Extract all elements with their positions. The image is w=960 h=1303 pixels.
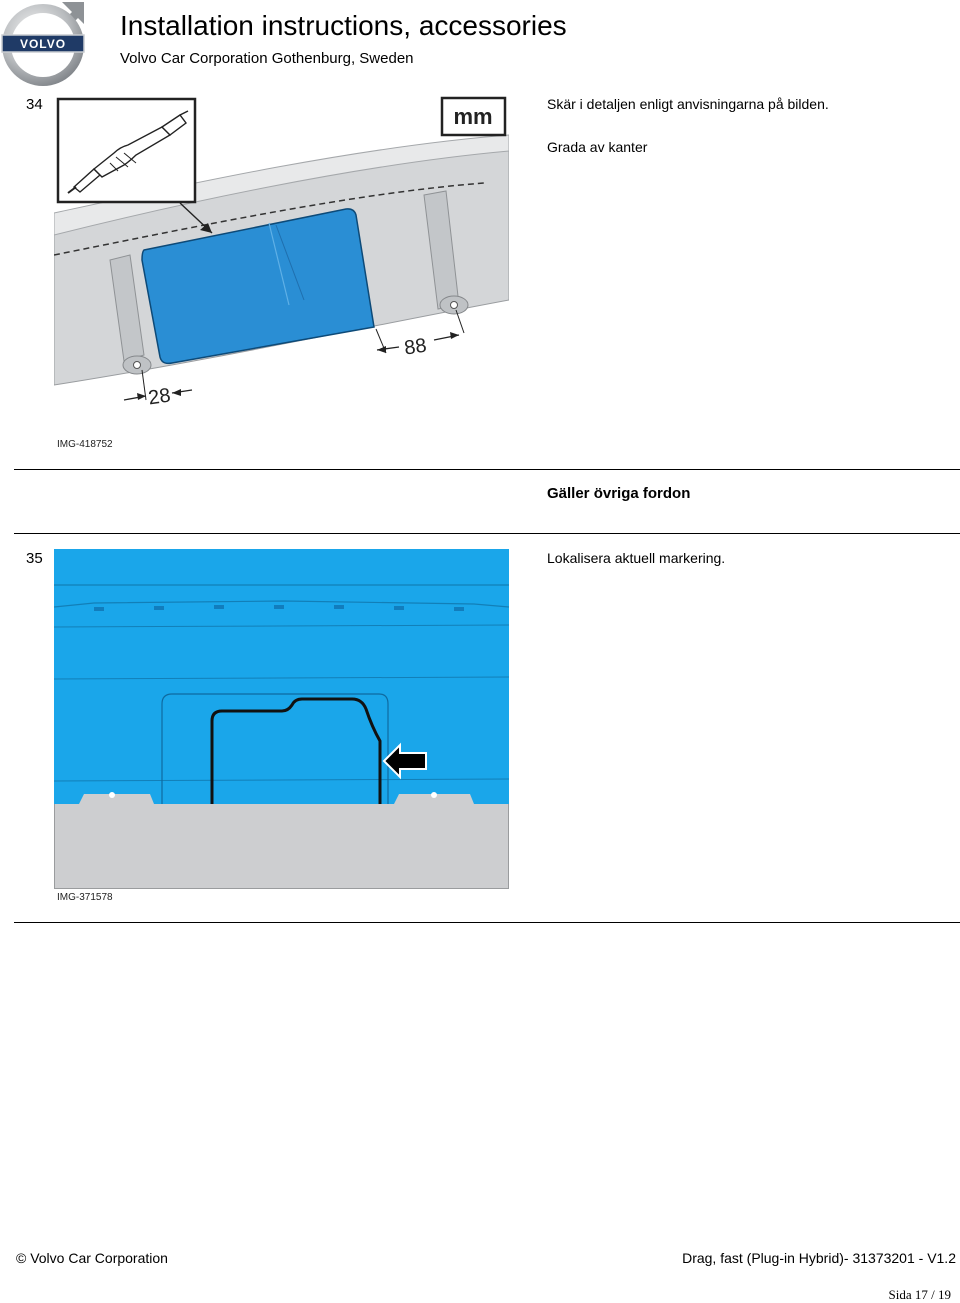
- logo-wordmark: VOLVO: [19, 37, 67, 51]
- unit-badge: mm: [453, 104, 493, 129]
- image-id: IMG-371578: [57, 892, 113, 903]
- step-number: 35: [26, 550, 43, 567]
- dimension-label: 88: [402, 334, 428, 360]
- divider: [14, 533, 960, 534]
- page-number: Sida 17 / 19: [888, 1287, 951, 1302]
- step-instruction: Skär i detaljen enligt anvisningarna på bilden.: [547, 96, 829, 112]
- document-title: Installation instructions, accessories: [120, 10, 567, 41]
- step-number: 34: [26, 96, 43, 113]
- footer-document-id: Drag, fast (Plug-in Hybrid)- 31373201 - V1.2: [682, 1250, 956, 1266]
- step-instruction: Lokalisera aktuell markering.: [547, 550, 726, 566]
- step-35-figure: [54, 549, 509, 889]
- step-instruction: Grada av kanter: [547, 139, 648, 155]
- document-subtitle: Volvo Car Corporation Gothenburg, Sweden: [120, 50, 414, 67]
- dimension-label: 28: [146, 384, 172, 410]
- divider: [14, 922, 960, 923]
- divider: [14, 469, 960, 470]
- step-34-figure: [54, 95, 509, 415]
- volvo-logo: [0, 0, 90, 90]
- section-heading: Gäller övriga fordon: [547, 485, 691, 502]
- image-id: IMG-418752: [57, 439, 113, 450]
- footer-copyright: © Volvo Car Corporation: [16, 1250, 168, 1266]
